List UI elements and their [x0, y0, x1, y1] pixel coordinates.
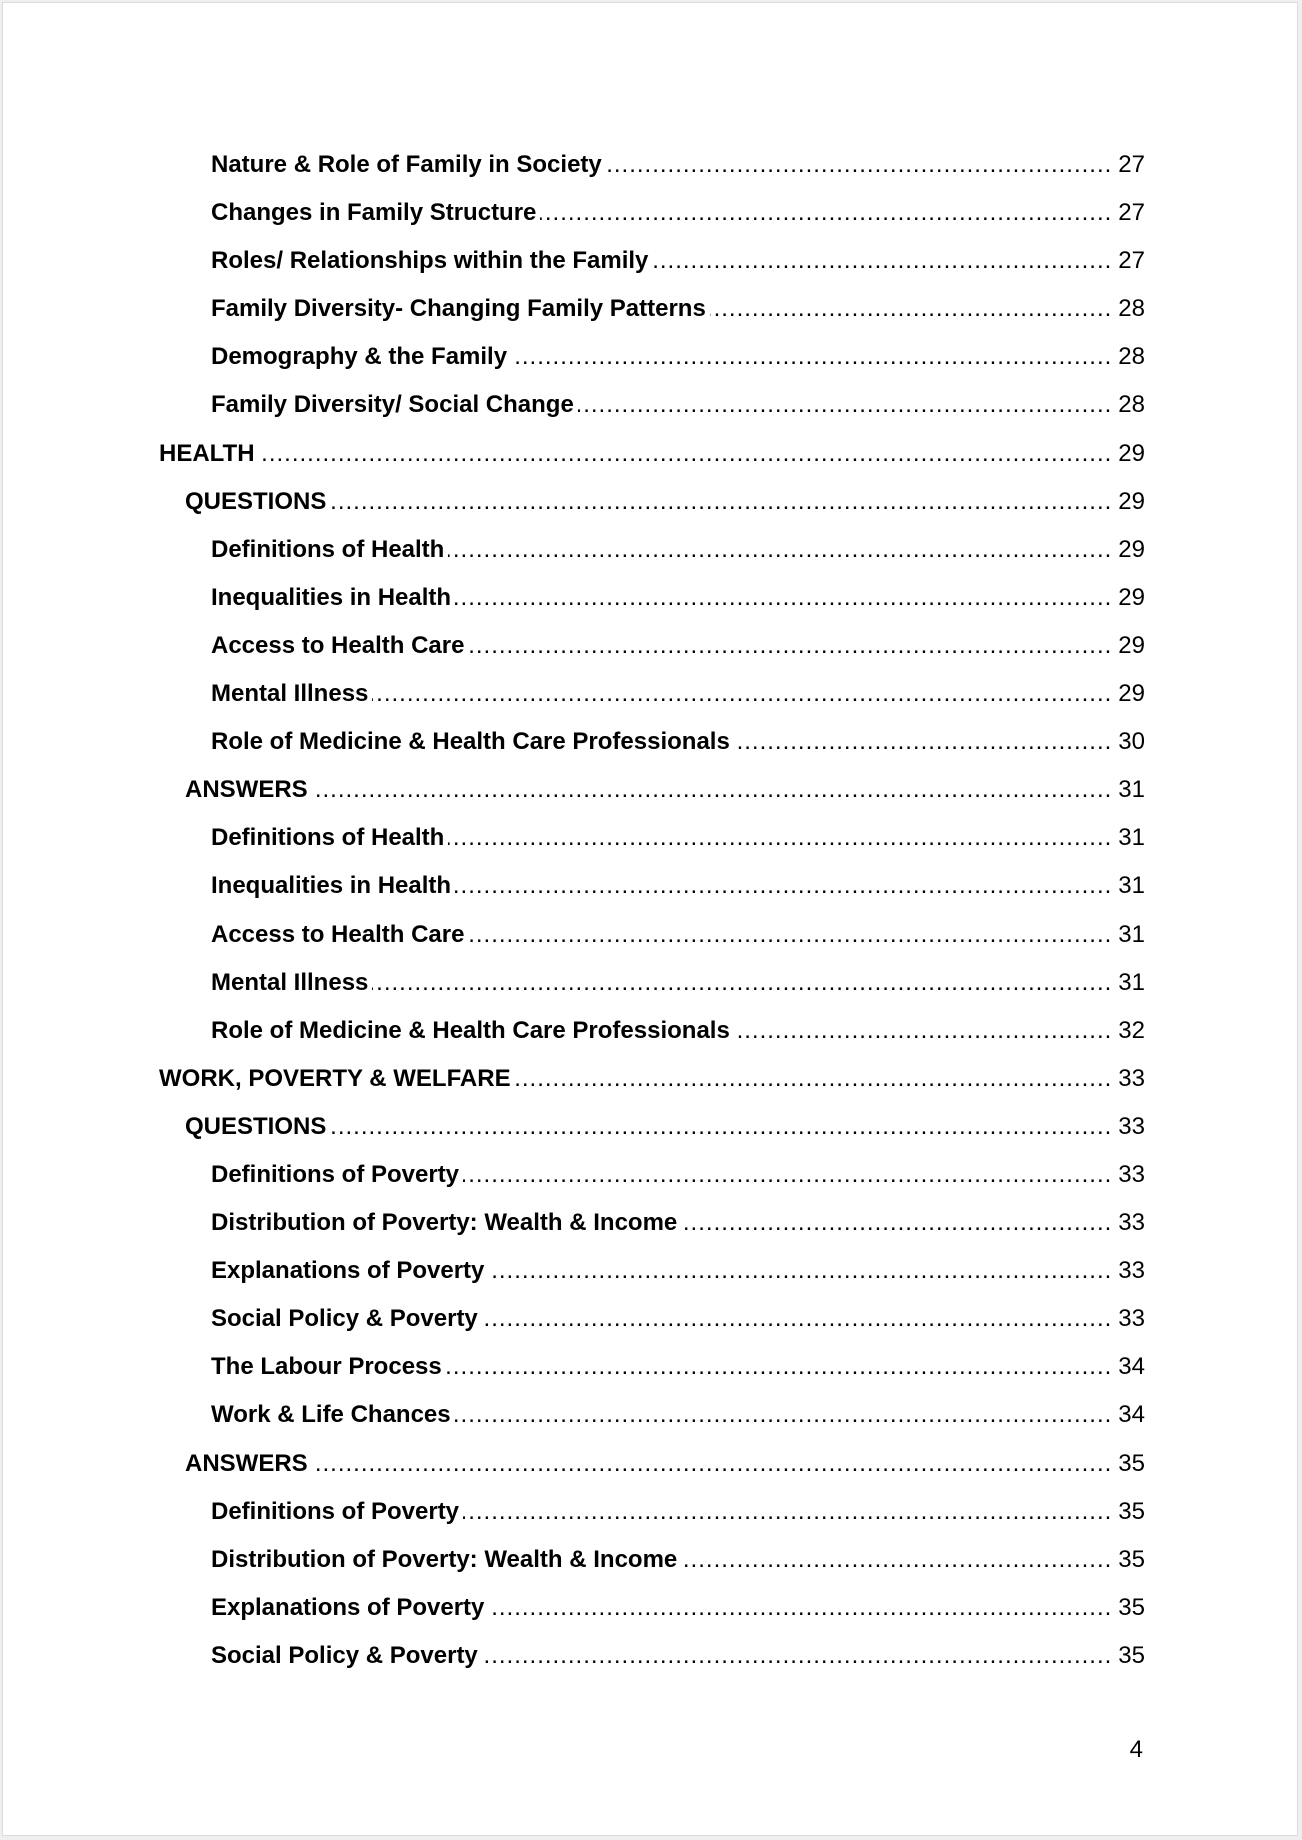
toc-dot-leader [511, 343, 1112, 371]
toc-entry[interactable] [3, 921, 1299, 969]
toc-entry[interactable] [3, 1450, 1299, 1498]
toc-entry-page-number: 33 [1118, 1160, 1145, 1188]
toc-entry-title: Changes in Family Structure [211, 199, 537, 227]
toc-entry[interactable] [3, 680, 1299, 728]
toc-entry-title: Definitions of Poverty [211, 1497, 460, 1525]
toc-entry-page-number: 33 [1118, 1305, 1145, 1333]
toc-entry-page-number: 32 [1118, 1016, 1145, 1044]
toc-entry-page-number: 33 [1118, 1064, 1145, 1092]
toc-entry-title: Mental Illness [211, 680, 369, 708]
toc-entry-page-number: 28 [1118, 295, 1145, 323]
toc-entry-title: ANSWERS [185, 1449, 308, 1477]
toc-entry[interactable] [3, 1642, 1299, 1690]
toc-entry[interactable] [3, 1498, 1299, 1546]
toc-entry-page-number: 33 [1118, 1112, 1145, 1140]
toc-entry[interactable] [3, 969, 1299, 1017]
toc-entry[interactable] [3, 584, 1299, 632]
toc-entry-page-number: 31 [1118, 824, 1145, 852]
toc-entry-page-number: 33 [1118, 1257, 1145, 1285]
table-of-contents [3, 151, 1299, 1690]
toc-entry[interactable] [3, 488, 1299, 536]
toc-dot-leader [482, 1305, 1113, 1333]
toc-entry[interactable] [3, 1546, 1299, 1594]
toc-entry[interactable] [3, 1161, 1299, 1209]
toc-entry-page-number: 31 [1118, 968, 1145, 996]
toc-entry-page-number: 35 [1118, 1497, 1145, 1525]
toc-dot-leader [578, 391, 1112, 419]
toc-dot-leader [710, 295, 1112, 323]
page-number: 4 [1129, 1736, 1143, 1763]
toc-dot-leader [468, 921, 1112, 949]
toc-entry-page-number: 29 [1118, 631, 1145, 659]
toc-dot-leader [652, 247, 1112, 275]
toc-entry-title: Family Diversity- Changing Family Patterns [211, 295, 706, 323]
toc-dot-leader [372, 969, 1112, 997]
toc-entry-title: QUESTIONS [185, 1112, 327, 1140]
document-page [2, 2, 1298, 1836]
toc-entry-title: Work & Life Chances [211, 1401, 451, 1429]
toc-entry-page-number: 28 [1118, 391, 1145, 419]
toc-dot-leader [734, 1017, 1112, 1045]
toc-dot-leader [448, 824, 1112, 852]
toc-dot-leader [455, 872, 1112, 900]
toc-entry[interactable] [3, 1113, 1299, 1161]
toc-entry-page-number: 35 [1118, 1593, 1145, 1621]
toc-dot-leader [482, 1642, 1113, 1670]
toc-entry-page-number: 31 [1118, 920, 1145, 948]
toc-entry-title: Social Policy & Poverty [211, 1305, 478, 1333]
toc-entry-page-number: 29 [1118, 439, 1145, 467]
toc-entry-title: The Labour Process [211, 1353, 442, 1381]
toc-entry-title: HEALTH [159, 439, 255, 467]
toc-entry-page-number: 27 [1118, 247, 1145, 275]
toc-entry-page-number: 29 [1118, 535, 1145, 563]
toc-entry[interactable] [3, 776, 1299, 824]
toc-dot-leader [515, 1065, 1113, 1093]
toc-dot-leader [372, 680, 1112, 708]
toc-entry-title: Explanations of Poverty [211, 1593, 485, 1621]
toc-dot-leader [468, 632, 1112, 660]
toc-entry-page-number: 27 [1118, 199, 1145, 227]
toc-dot-leader [606, 151, 1113, 179]
toc-entry[interactable] [3, 728, 1299, 776]
toc-entry-title: Role of Medicine & Health Care Professionals [211, 1016, 730, 1044]
toc-entry[interactable] [3, 199, 1299, 247]
toc-entry[interactable] [3, 872, 1299, 920]
toc-entry-page-number: 28 [1118, 343, 1145, 371]
toc-entry[interactable] [3, 824, 1299, 872]
toc-entry-title: Definitions of Health [211, 824, 445, 852]
toc-dot-leader [330, 1113, 1112, 1141]
toc-entry[interactable] [3, 247, 1299, 295]
toc-dot-leader [681, 1209, 1112, 1237]
toc-entry[interactable] [3, 343, 1299, 391]
toc-dot-leader [312, 1450, 1113, 1478]
toc-entry-title: Access to Health Care [211, 631, 465, 659]
toc-entry[interactable] [3, 440, 1299, 488]
toc-dot-leader [463, 1498, 1112, 1526]
toc-entry-title: Explanations of Poverty [211, 1257, 485, 1285]
toc-entry-title: Definitions of Poverty [211, 1160, 460, 1188]
toc-entry-page-number: 29 [1118, 680, 1145, 708]
toc-dot-leader [455, 584, 1112, 612]
toc-entry-page-number: 27 [1118, 151, 1145, 178]
toc-entry-page-number: 29 [1118, 487, 1145, 515]
toc-entry-title: Inequalities in Health [211, 872, 452, 900]
toc-entry-title: ANSWERS [185, 776, 308, 804]
toc-dot-leader [330, 488, 1112, 516]
toc-entry-title: Roles/ Relationships within the Family [211, 247, 649, 275]
toc-entry-title: Distribution of Poverty: Wealth & Income [211, 1545, 678, 1573]
toc-dot-leader [488, 1594, 1112, 1622]
toc-entry-page-number: 30 [1118, 728, 1145, 756]
toc-dot-leader [448, 536, 1112, 564]
toc-dot-leader [463, 1161, 1112, 1189]
toc-dot-leader [446, 1353, 1113, 1381]
toc-dot-leader [540, 199, 1112, 227]
toc-entry[interactable] [3, 1017, 1299, 1065]
toc-entry[interactable] [3, 295, 1299, 343]
toc-dot-leader [681, 1546, 1112, 1574]
toc-entry-title: Inequalities in Health [211, 583, 452, 611]
toc-entry-title: Mental Illness [211, 968, 369, 996]
toc-dot-leader [455, 1401, 1113, 1429]
toc-entry[interactable] [3, 151, 1299, 199]
toc-entry-title: Family Diversity/ Social Change [211, 391, 574, 419]
toc-entry-title: Distribution of Poverty: Wealth & Income [211, 1209, 678, 1237]
toc-entry[interactable] [3, 1305, 1299, 1353]
toc-entry[interactable] [3, 1065, 1299, 1113]
toc-dot-leader [488, 1257, 1112, 1285]
toc-entry[interactable] [3, 1401, 1299, 1449]
toc-entry-title: Access to Health Care [211, 920, 465, 948]
toc-entry-page-number: 34 [1118, 1353, 1145, 1381]
toc-entry-page-number: 35 [1118, 1641, 1145, 1669]
toc-entry[interactable] [3, 632, 1299, 680]
toc-dot-leader [734, 728, 1112, 756]
toc-entry-title: Demography & the Family [211, 343, 508, 371]
toc-entry-page-number: 33 [1118, 1209, 1145, 1237]
toc-entry-page-number: 29 [1118, 583, 1145, 611]
toc-entry-title: Social Policy & Poverty [211, 1641, 478, 1669]
toc-entry[interactable] [3, 1594, 1299, 1642]
toc-entry[interactable] [3, 1353, 1299, 1401]
toc-entry[interactable] [3, 536, 1299, 584]
toc-entry-page-number: 31 [1118, 776, 1145, 804]
toc-entry-page-number: 31 [1118, 872, 1145, 900]
toc-entry-title: QUESTIONS [185, 487, 327, 515]
toc-entry-title: Role of Medicine & Health Care Professionals [211, 728, 730, 756]
toc-entry-title: Nature & Role of Family in Society [211, 151, 602, 178]
toc-dot-leader [312, 776, 1113, 804]
toc-entry[interactable] [3, 1209, 1299, 1257]
toc-entry-title: Definitions of Health [211, 535, 445, 563]
toc-entry[interactable] [3, 1257, 1299, 1305]
toc-dot-leader [259, 440, 1113, 468]
toc-entry-page-number: 35 [1118, 1449, 1145, 1477]
toc-entry-title: WORK, POVERTY & WELFARE [159, 1064, 511, 1092]
toc-entry[interactable] [3, 391, 1299, 439]
toc-entry-page-number: 34 [1118, 1401, 1145, 1429]
toc-entry-page-number: 35 [1118, 1545, 1145, 1573]
